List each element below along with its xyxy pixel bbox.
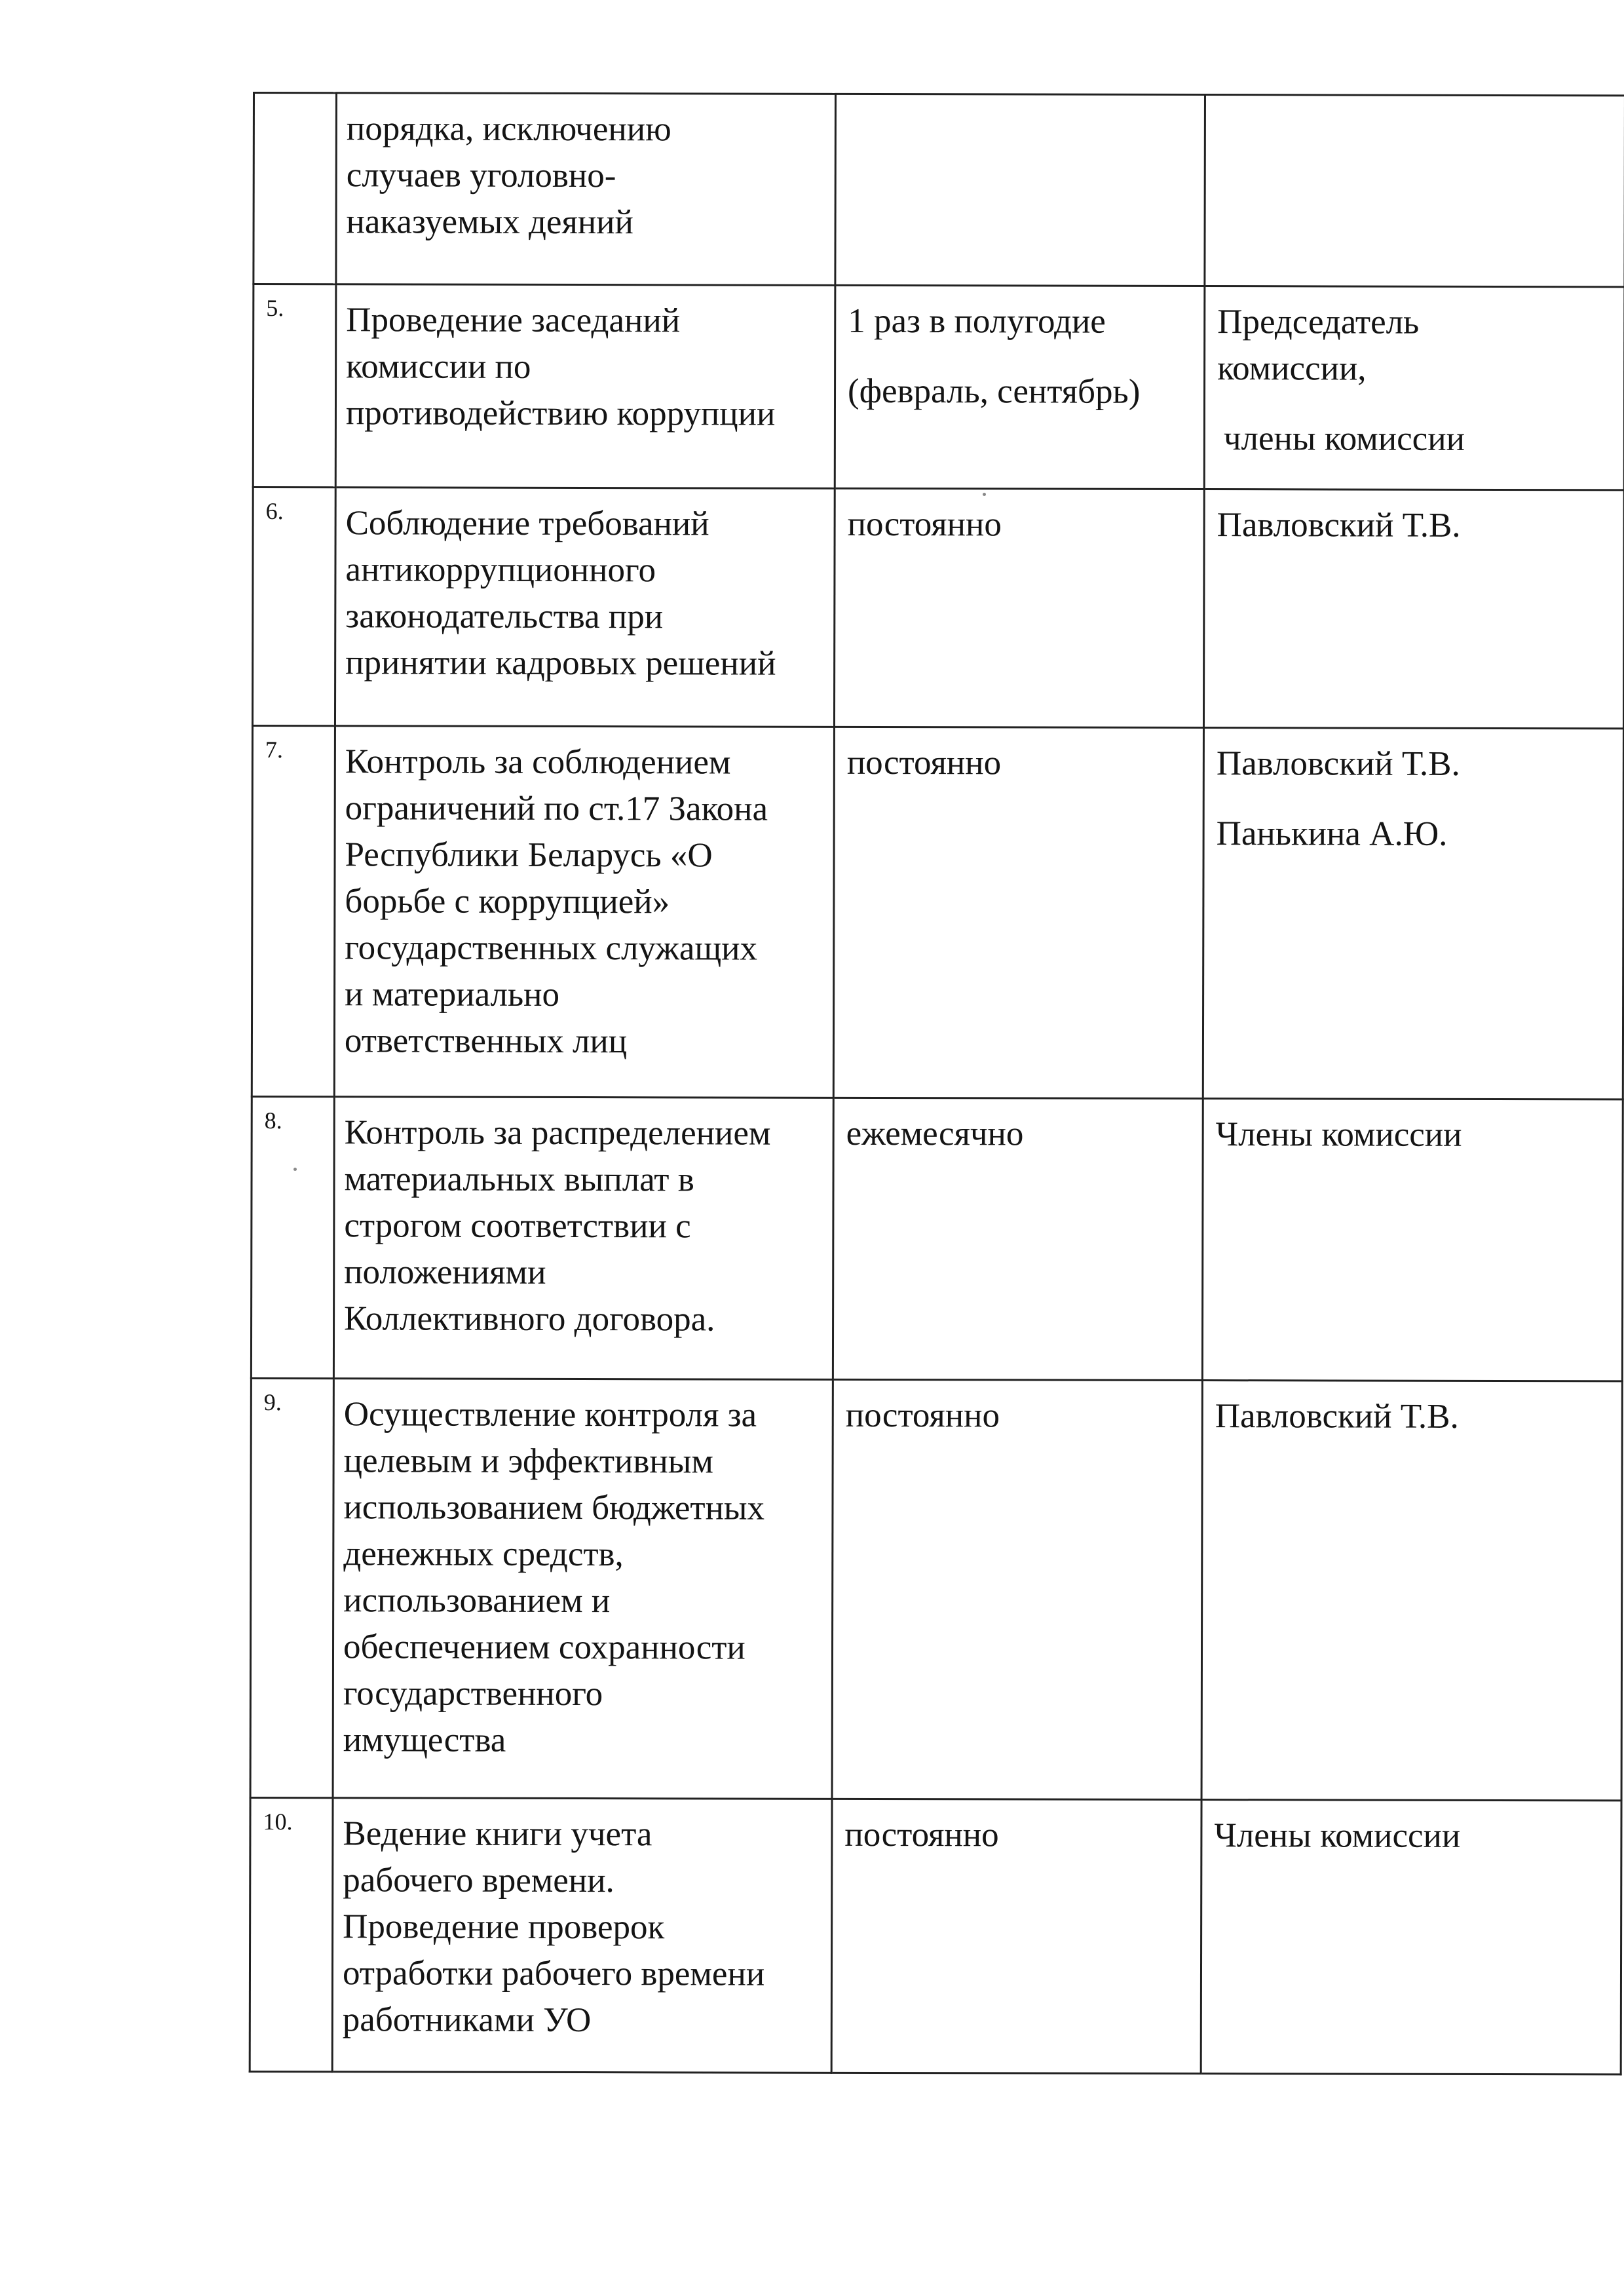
row-number-cell: 8. <box>251 1096 334 1378</box>
responsible-cell <box>1203 489 1624 729</box>
plan-table <box>249 92 1624 2075</box>
activity-line: борьбе с коррупцией» <box>345 882 670 921</box>
row-number-cell <box>254 93 337 284</box>
responsible-line: комиссии, <box>1217 349 1367 388</box>
responsible-cell <box>1205 95 1624 287</box>
activity-line: использованием бюджетных <box>343 1488 765 1527</box>
table-row <box>253 284 1624 490</box>
activity-line: Проведение заседаний <box>346 301 681 340</box>
period-line: постоянно <box>847 505 1002 544</box>
responsible-cell <box>1201 1800 1621 2075</box>
activity-cell <box>334 726 834 1098</box>
row-number-cell: 9. <box>250 1378 333 1797</box>
activity-line: государственного <box>343 1674 603 1713</box>
activity-line: случаев уголовно- <box>346 156 616 195</box>
responsible-cell <box>1201 1381 1622 1801</box>
activity-line: противодействию коррупции <box>345 394 776 433</box>
scan-speck <box>983 493 986 496</box>
activity-line: имущества <box>343 1721 506 1759</box>
period-cell <box>835 285 1205 489</box>
table-row <box>252 488 1624 729</box>
period-cell <box>833 1098 1203 1380</box>
activity-line: положениями <box>344 1253 546 1292</box>
period-cell <box>831 1799 1201 2073</box>
table-row <box>250 1378 1622 1800</box>
period-line: (февраль, сентябрь) <box>847 372 1141 411</box>
period-line: постоянно <box>845 1396 1000 1435</box>
responsible-line: Панькина А.Ю. <box>1216 814 1448 853</box>
period-line: постоянно <box>844 1815 999 1854</box>
responsible-line: Члены комиссии <box>1215 1115 1462 1154</box>
activity-line: Контроль за распределением <box>344 1113 771 1153</box>
responsible-line: Председатель <box>1217 303 1420 341</box>
activity-line: строгом соответствии с <box>344 1206 691 1246</box>
table-row <box>252 726 1623 1100</box>
activity-line: Коллективного договора. <box>344 1299 715 1339</box>
activity-cell <box>333 1097 833 1380</box>
activity-line: Контроль за соблюдением <box>345 742 731 782</box>
activity-cell <box>335 284 835 489</box>
row-number-cell: 7. <box>252 726 335 1097</box>
period-line: 1 раз в полугодие <box>848 301 1106 341</box>
period-line: ежемесячно <box>846 1114 1024 1153</box>
responsible-line: Павловский Т.В. <box>1216 744 1460 783</box>
activity-line: обеспечением сохранности <box>343 1628 746 1667</box>
responsible-line: члены комиссии <box>1223 419 1465 458</box>
period-cell <box>834 488 1204 727</box>
table-row <box>254 93 1624 287</box>
activity-line: наказуемых деяний <box>346 202 634 242</box>
activity-line: комиссии по <box>346 347 531 386</box>
activity-line: Республики Беларусь «О <box>345 835 713 875</box>
activity-line: антикоррупционного <box>345 550 656 590</box>
table-row <box>251 1096 1623 1381</box>
responsible-cell <box>1202 1099 1623 1381</box>
activity-line: рабочего времени. <box>343 1861 614 1900</box>
row-number-cell: 10. <box>250 1797 333 2071</box>
table-row <box>250 1797 1621 2074</box>
activity-line: Проведение проверок <box>343 1907 665 1947</box>
activity-line: ограничений по ст.17 Закона <box>345 789 768 828</box>
activity-line: использованием и <box>343 1581 611 1620</box>
period-line: постоянно <box>846 743 1002 782</box>
activity-cell <box>332 1798 832 2073</box>
responsible-cell <box>1204 286 1624 490</box>
responsible-line: Павловский Т.В. <box>1215 1397 1459 1436</box>
activity-line: материальных выплат в <box>344 1160 694 1199</box>
activity-cell <box>335 488 835 727</box>
activity-line: Осуществление контроля за <box>343 1395 757 1434</box>
activity-line: принятии кадровых решений <box>345 643 776 683</box>
activity-line: Ведение книги учета <box>343 1814 652 1854</box>
period-cell <box>835 94 1205 286</box>
row-number-cell: 5. <box>253 284 336 488</box>
responsible-line: Павловский Т.В. <box>1217 506 1461 545</box>
activity-line: законодательства при <box>345 597 664 636</box>
activity-line: и материально <box>345 975 560 1014</box>
activity-line: ответственных лиц <box>344 1022 628 1061</box>
responsible-line: Члены комиссии <box>1214 1816 1461 1855</box>
period-cell <box>832 1379 1202 1799</box>
responsible-cell <box>1203 728 1623 1100</box>
activity-line: государственных служащих <box>345 928 758 968</box>
scan-speck <box>293 1168 297 1171</box>
activity-line: денежных средств, <box>343 1535 624 1574</box>
activity-line: отработки рабочего времени <box>342 1954 765 1993</box>
activity-cell <box>336 93 836 286</box>
activity-line: работниками УО <box>342 2000 592 2040</box>
activity-line: порядка, исключению <box>346 109 671 149</box>
period-cell <box>833 727 1203 1098</box>
row-number-cell: 6. <box>252 488 335 726</box>
activity-line: Соблюдение требований <box>345 504 709 543</box>
activity-cell <box>333 1379 833 1799</box>
activity-line: целевым и эффективным <box>343 1442 714 1481</box>
